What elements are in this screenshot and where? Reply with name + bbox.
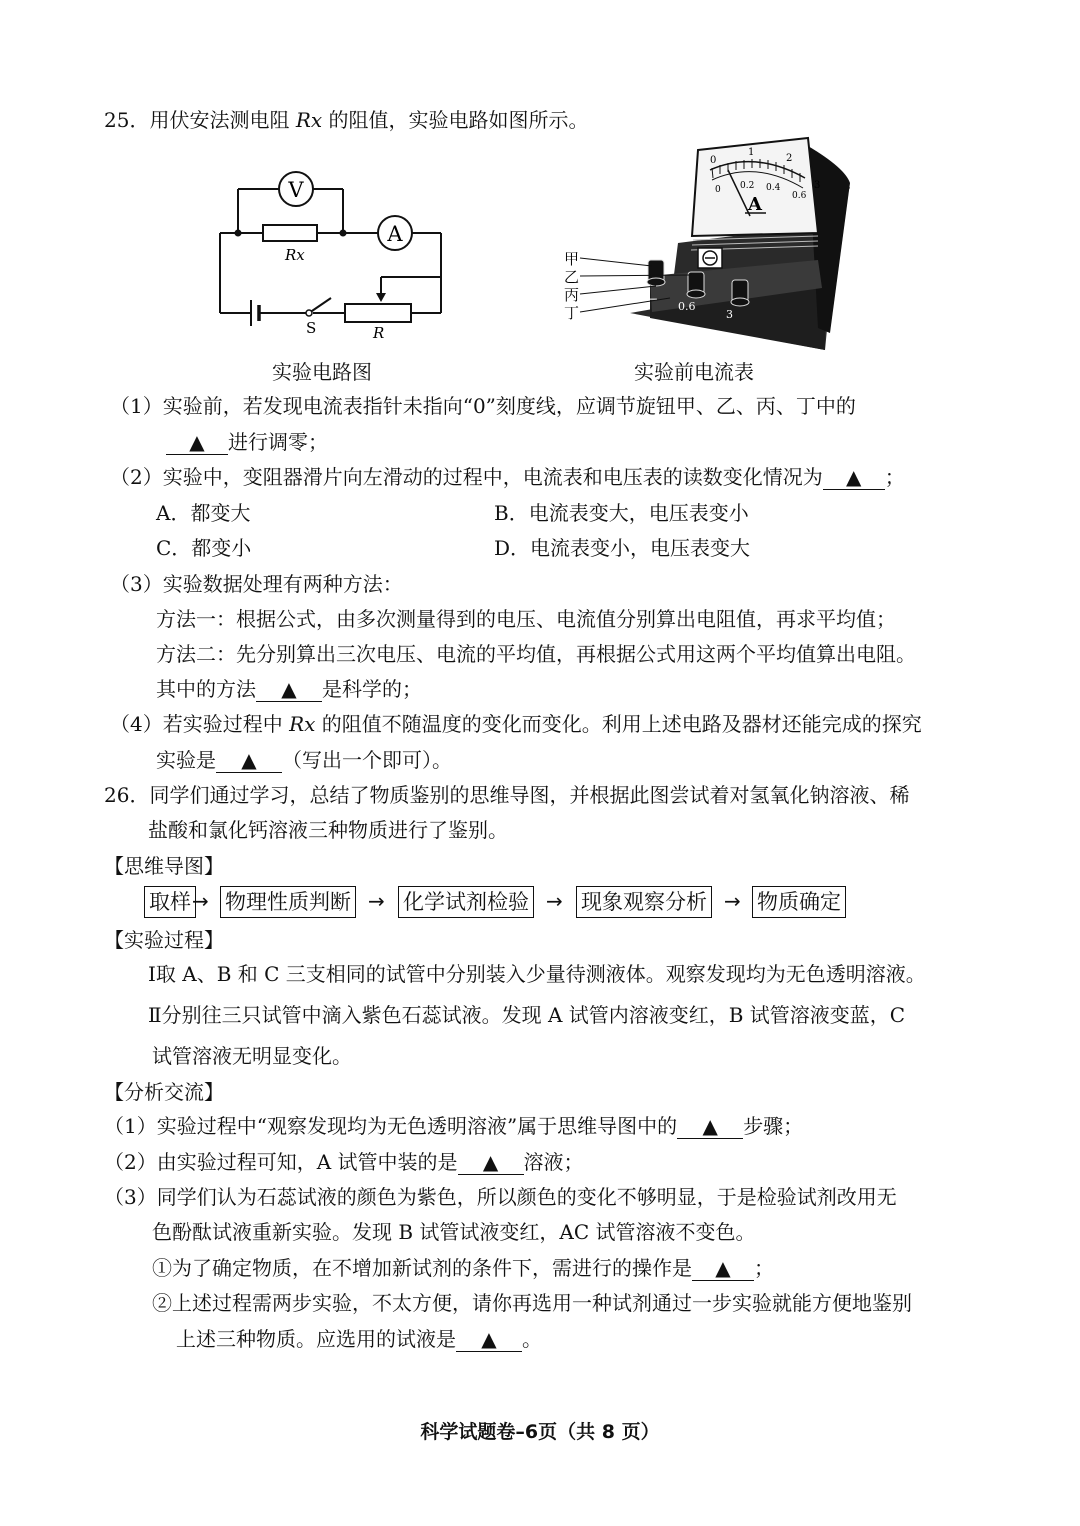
q25-p3-line4: 其中的方法 ▲ 是科学的； (156, 677, 422, 701)
mindmap-step-physical: 物理性质判断 (220, 886, 356, 918)
arrow-icon: → (368, 889, 385, 913)
svg-text:甲: 甲 (564, 250, 580, 268)
ammeter-caption: 实验前电流表 (634, 360, 754, 384)
option-c: C．都变小 (156, 536, 252, 560)
q26-a3-line2: 色酚酞试液重新实验。发现 B 试管试液变红，AC 试管溶液不变色。 (152, 1220, 756, 1244)
q26-a3-sub1: ①为了确定物质，在不增加新试剂的条件下，需进行的操作是 ▲ ； (152, 1256, 774, 1280)
q26-a3-sub2-line2: 上述三种物质。应选用的试液是 ▲ 。 (176, 1327, 542, 1351)
q25-p3-line1: （3）实验数据处理有两种方法： (110, 572, 403, 596)
svg-text:0: 0 (710, 155, 717, 166)
ammeter-illustration (560, 128, 860, 353)
svg-text:乙: 乙 (564, 268, 580, 286)
mindmap-heading: 【思维导图】 (104, 854, 224, 878)
option-a: A．都变大 (156, 501, 251, 525)
arrow-icon: → (192, 889, 209, 913)
svg-text:0.6: 0.6 (792, 191, 807, 201)
q26-a3-sub2-line1: ②上述过程需两步实验，不太方便，请你再选用一种试剂通过一步实验就能方便地鉴别 (152, 1291, 912, 1315)
svg-text:0.2: 0.2 (740, 181, 755, 191)
mindmap-step-observe: 现象观察分析 (576, 886, 712, 918)
mindmap-step-sampling: 取样 (144, 886, 196, 918)
q25-p3-method2: 方法二：先分别算出三次电压、电流的平均值，再根据公式用这两个平均值算出电阻。 (156, 642, 916, 666)
svg-text:0: 0 (715, 185, 721, 195)
process-step2-line1: Ⅱ分别往三只试管中滴入紫色石蕊试液。发现 A 试管内溶液变红，B 试管溶液变蓝，C (148, 1003, 906, 1027)
answer-blank[interactable]: ▲ (458, 1150, 524, 1175)
process-step1: Ⅰ取 A、B 和 C 三支相同的试管中分别装入少量待测液体。观察发现均为无色透明溶液。 (148, 962, 926, 986)
svg-text:1: 1 (748, 147, 755, 158)
rx-resistor (263, 225, 317, 241)
circuit-caption: 实验电路图 (272, 360, 372, 384)
svg-text:V: V (288, 178, 304, 202)
svg-text:Rx: Rx (285, 246, 305, 264)
svg-text:2: 2 (786, 153, 793, 164)
answer-blank[interactable]: ▲ (216, 748, 282, 773)
option-b: B．电流表变大，电压表变小 (494, 501, 749, 525)
process-heading: 【实验过程】 (104, 928, 224, 952)
page-footer: 科学试题卷–6页（共 8 页） (420, 1421, 660, 1443)
svg-text:R: R (373, 324, 385, 342)
svg-text:A: A (748, 194, 762, 215)
q26-stem-line1: 26．同学们通过学习，总结了物质鉴别的思维导图，并根据此图尝试着对氢氧化钠溶液、稀 (104, 783, 910, 807)
arrow-icon: → (724, 889, 741, 913)
q26-a3-line1: （3）同学们认为石蕊试液的颜色为紫色，所以颜色的变化不够明显，于是检验试剂改用无 (104, 1185, 897, 1209)
q25-p3-method1: 方法一：根据公式，由多次测量得到的电压、电流值分别算出电阻值，再求平均值； (156, 607, 896, 631)
option-d: D．电流表变小，电压表变大 (494, 536, 751, 560)
answer-blank[interactable]: ▲ (166, 430, 228, 455)
svg-text:−: − (648, 292, 659, 306)
svg-text:0.4: 0.4 (766, 183, 781, 193)
svg-text:3: 3 (726, 308, 733, 321)
q25-p4-line1: （4）若实验过程中 Rx 的阻值不随温度的变化而变化。利用上述电路及器材还能完成的探究 (110, 712, 922, 736)
svg-text:丁: 丁 (564, 304, 580, 322)
rheostat (345, 304, 411, 322)
svg-text:3: 3 (814, 180, 821, 191)
answer-blank[interactable]: ▲ (256, 677, 322, 702)
svg-text:丙: 丙 (564, 286, 580, 304)
mindmap-step-chemical: 化学试剂检验 (398, 886, 534, 918)
answer-blank[interactable]: ▲ (456, 1327, 522, 1352)
answer-blank[interactable]: ▲ (823, 465, 885, 490)
q25-p1-line2: ▲ 进行调零； (166, 428, 328, 456)
arrow-icon: → (546, 889, 563, 913)
process-step2-line2: 试管溶液无明显变化。 (152, 1044, 352, 1068)
q26-stem-line2: 盐酸和氯化钙溶液三种物质进行了鉴别。 (148, 818, 508, 842)
mindmap-step-confirm: 物质确定 (752, 886, 846, 918)
answer-blank[interactable]: ▲ (692, 1256, 754, 1281)
svg-text:S: S (306, 319, 317, 337)
answer-blank[interactable]: ▲ (677, 1114, 743, 1139)
circuit-diagram (205, 160, 455, 350)
q26-a1: （1）实验过程中“观察发现均为无色透明溶液”属于思维导图中的 ▲ 步骤； (104, 1114, 804, 1138)
q25-p4-line2: 实验是 ▲ （写出一个即可）。 (156, 748, 452, 772)
q26-a2: （2）由实验过程可知，A 试管中装的是 ▲ 溶液； (104, 1150, 584, 1174)
q25-p1-line1: （1）实验前，若发现电流表指针未指向“0”刻度线，应调节旋钮甲、乙、丙、丁中的 (110, 394, 856, 418)
q25-stem: 25．用伏安法测电阻 Rx 的阻值，实验电路如图所示。 (104, 108, 589, 132)
q25-p2: （2）实验中，变阻器滑片向左滑动的过程中，电流表和电压表的读数变化情况为 ▲ ； (110, 465, 905, 489)
svg-text:0.6: 0.6 (678, 300, 696, 313)
svg-text:A: A (387, 222, 403, 246)
analysis-heading: 【分析交流】 (104, 1080, 224, 1104)
